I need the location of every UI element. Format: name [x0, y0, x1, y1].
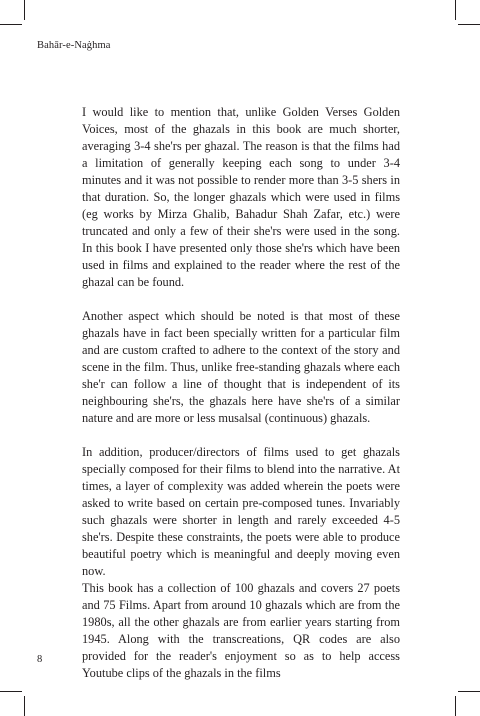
crop-mark-bottom-right: [455, 696, 456, 716]
running-title: Bahār-e-Naġhma: [37, 40, 111, 51]
crop-mark-top-left: [24, 0, 25, 20]
crop-mark-top-right: [455, 0, 456, 20]
page-number: 8: [37, 654, 43, 665]
crop-mark-left-top: [0, 24, 22, 25]
crop-mark-right-bottom: [458, 691, 480, 692]
crop-mark-right-top: [458, 24, 480, 25]
paragraph: I would like to mention that, unlike Golden Verses Golden Voices, most of the ghazals in this book are much shorter, averaging 3-4 she'rs per ghazal. The reason is that the films had a limitation of generally keeping each song to under 3-4 minutes and it was not possible to render more than 3-5 shers in that duration. So, the longer ghazals which were used in films (eg works by Mirza Ghalib, Bahadur Shah Zafar, etc.) were truncated and only a few of their she'rs were used in the song. In this book I have presented only those she'rs which have been used in films and explained to the reader where the rest of the ghazal can be found.: [82, 105, 400, 289]
body-text: [82, 104, 400, 682]
paragraph: This book has a collection of 100 ghazals and covers 27 poets and 75 Films. Apart from around 10 ghazals which are from the 1980s, all the other ghazals are from earlier years starting from 1945. Along with the transcreations, QR codes are also provided for the reader's enjoyment so as to help access Youtube clips of the ghazals in the films: [82, 581, 400, 680]
crop-mark-left-bottom: [0, 691, 22, 692]
paragraph: In addition, producer/directors of films used to get ghazals specially composed for their films to blend into the narrative. At times, a layer of complexity was added wherein the poets were asked to write based on certain pre-composed tunes. Invariably such ghazals were shorter in length and rarely exceeded 4-5 she'rs. Despite these constraints, the poets were able to produce beautiful poetry which is meaningful and deeply moving even now.: [82, 445, 400, 578]
crop-mark-bottom-left: [24, 696, 25, 716]
paragraph: Another aspect which should be noted is that most of these ghazals have in fact been specially written for a particular film and are custom crafted to adhere to the context of the story and scene in the film. Thus, unlike free-standing ghazals where each she'r can follow a line of thought that is independent of its neighbouring she'rs, the ghazals here have she'rs of a similar nature and are more or less musalsal (continuous) ghazals.: [82, 309, 400, 425]
